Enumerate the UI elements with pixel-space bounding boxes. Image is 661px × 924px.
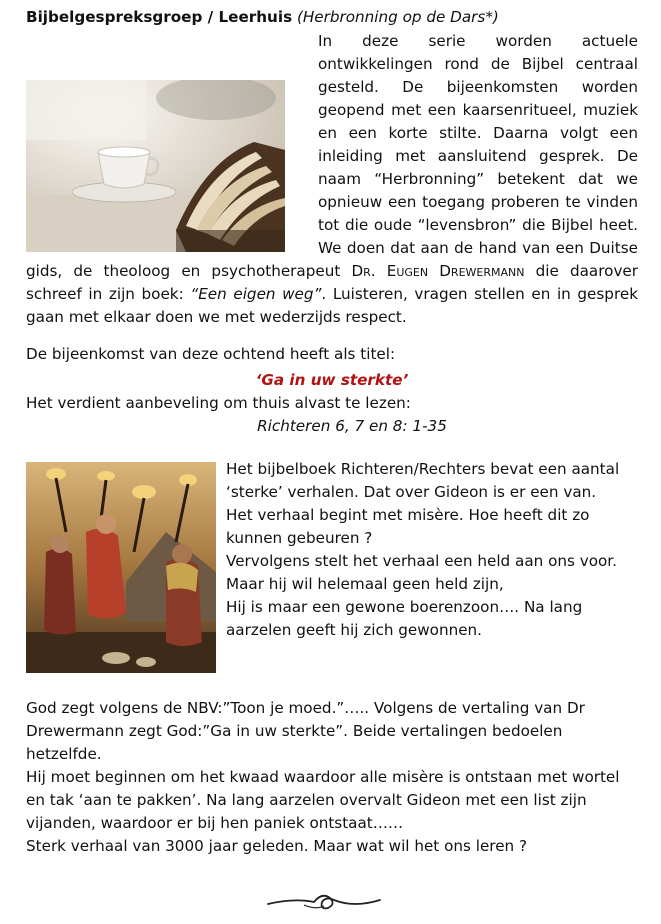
closing-line-3: Sterk verhaal van 3000 jaar geleden. Maar wat wil het ons leren ?	[26, 837, 528, 855]
intro-text-1: In deze serie worden actuele ontwikkelingen rond de Bijbel centraal gesteld. De bijeenkomsten worden geopend met een kaarsenritueel, muziek en een korte stilte. Daarna volgt een inleiding met aansluitend gesprek. De naam “Herbronning” betekent dat we opnieuw een toegang proberen te vinden tot die oude “levensbron” die Bijbel heet. We doen dat aan de hand van een Duitse gids, de theoloog en psychotherapeut	[26, 32, 638, 280]
author-name: Dr. Eugen Drewermann	[351, 262, 525, 280]
flourish-ornament-icon	[264, 886, 384, 916]
teacup-book-photo	[26, 80, 285, 252]
intro-text-2: die daarover schreef in zijn boek:	[26, 262, 639, 303]
closing-line-1: God zegt volgens de NBV:”Toon je moed.”….. Volgens de vertaling van Dr Drewermann zegt God:”Ga in uw sterkte”. Beide vertalingen bedoelen hetzelfde.	[26, 699, 585, 763]
title-main: Bijbelgespreksgroep / Leerhuis	[26, 8, 293, 26]
story-line-4: Hij is maar een gewone boerenzoon…. Na lang aarzelen geeft hij zich gewonnen.	[226, 598, 583, 639]
meeting-title: ‘Ga in uw sterkte’	[255, 371, 409, 389]
story-line-2: Het verhaal begint met misère. Hoe heeft dit zo kunnen gebeuren ?	[226, 506, 590, 547]
bible-reference: Richteren 6, 7 en 8: 1-35	[257, 417, 447, 435]
teacup-book-illustration	[26, 80, 285, 252]
story-line-1: Het bijbelboek Richteren/Rechters bevat een aantal ‘sterke’ verhalen. Dat over Gideon is er een van.	[226, 460, 620, 501]
article	[26, 6, 638, 858]
closing-text	[26, 697, 638, 858]
closing-line-2: Hij moet beginnen om het kwaad waardoor alle misère is ontstaan met wortel en tak ‘aan te pakken’. Na lang aarzelen overvalt Gideon met een list zijn vijanden, waardoor er bij hen paniek ontstaat……	[26, 768, 620, 832]
story-line-3: Vervolgens stelt het verhaal een held aan ons voor. Maar hij wil helemaal geen held zijn,	[226, 552, 617, 593]
title-sub: (Herbronning op de Dars*)	[296, 8, 499, 26]
gideon-battle-illustration	[26, 462, 216, 673]
intro-text-3: . Luisteren, vragen stellen en in gesprek gaan met elkaar doen we met wederzijds respect.	[26, 285, 638, 326]
meeting-lead: De bijeenkomst van deze ochtend heeft als titel:	[26, 345, 396, 363]
gideon-painting	[26, 462, 216, 673]
book-title: “Een eigen weg”	[190, 285, 322, 303]
reading-advice: Het verdient aanbeveling om thuis alvast te lezen:	[26, 394, 411, 412]
page-title	[26, 6, 638, 28]
